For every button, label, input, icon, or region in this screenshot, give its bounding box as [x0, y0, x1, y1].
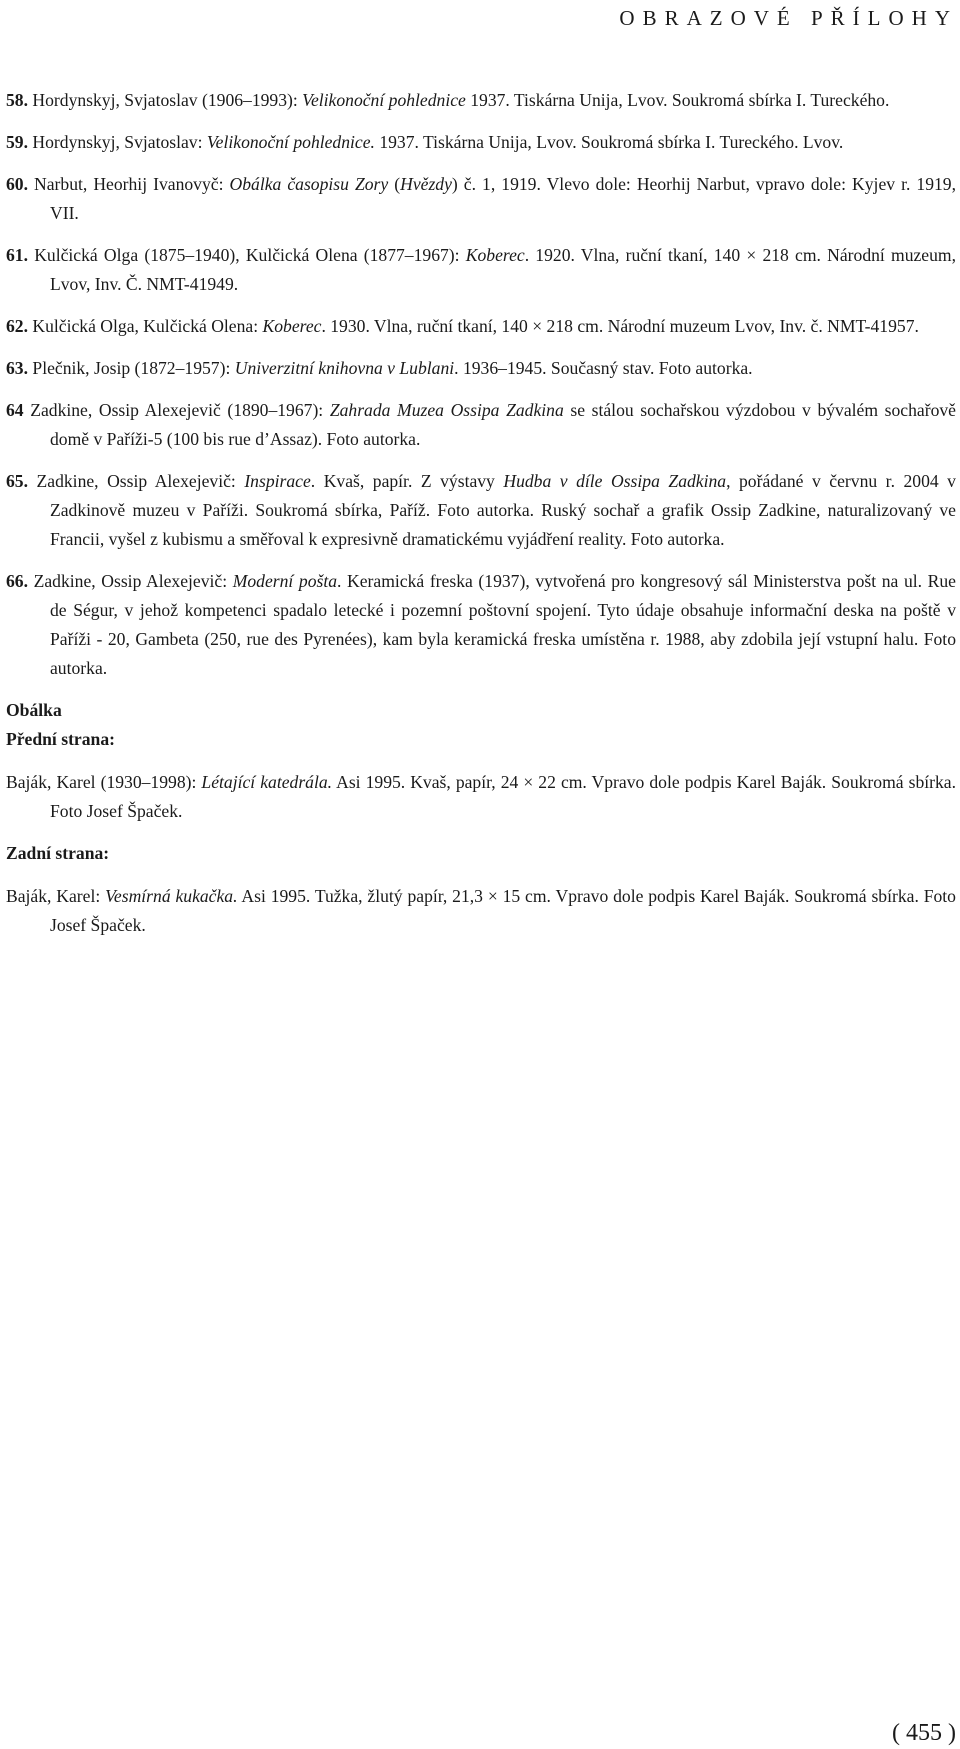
caption-entry	[6, 354, 956, 383]
entry-number: 64	[6, 400, 24, 420]
back-cover-caption	[6, 882, 956, 940]
italic-title: Koberec	[465, 245, 525, 265]
entry-text	[32, 132, 843, 152]
caption-entry	[6, 86, 956, 115]
text-run: 1937. Tiskárna Unija, Lvov. Soukromá sbírka I. Tureckého. Lvov.	[374, 132, 844, 152]
text-run: Baják, Karel:	[6, 886, 106, 906]
entry-text	[34, 571, 956, 678]
italic-title: Obálka časopisu Zory	[229, 174, 389, 194]
running-header: OBRAZOVÉ PŘÍLOHY	[619, 6, 958, 30]
text-run: 1937. Tiskárna Unija, Lvov. Soukromá sbírka I. Tureckého.	[465, 90, 890, 110]
entry-text	[34, 174, 956, 223]
front-cover-caption	[6, 768, 956, 826]
entry-text	[32, 90, 889, 110]
italic-title: Vesmírná kukačka.	[105, 886, 238, 906]
text-run: Zadkine, Ossip Alexejevič (1890–1967):	[30, 400, 330, 420]
italic-title: Koberec	[262, 316, 322, 336]
entry-number: 66.	[6, 571, 28, 591]
text-run: . 1936–1945. Současný stav. Foto autorka.	[454, 358, 753, 378]
entry-number: 59.	[6, 132, 28, 152]
entry-text	[34, 245, 956, 294]
entry-text	[32, 358, 752, 378]
italic-title: Létající katedrála.	[201, 772, 333, 792]
caption-entry	[6, 467, 956, 554]
text-run: Hordynskyj, Svjatoslav:	[32, 132, 207, 152]
italic-title: Moderní pošta	[232, 571, 338, 591]
entry-number: 62.	[6, 316, 28, 336]
entry-number: 58.	[6, 90, 28, 110]
italic-title: Hudba v díle Ossipa Zadkina	[503, 471, 727, 491]
text-run: Asi 1995. Kvaš, papír, 24 × 22 cm. Vpravo dole podpis Karel Baják. Soukromá sbírka. Foto Josef Špaček.	[50, 772, 957, 821]
caption-entry	[6, 170, 956, 228]
caption-entry	[6, 567, 956, 683]
text-run: , pořádané v červnu r. 2004 v Zadkinově muzeu v Paříži. Soukromá sbírka, Paříž. Foto autorka. Ruský sochař a grafik Ossip Zadkine, naturalizovaný ve Francii, vyšel z kubismu a směřoval k expresivně dramatickému vyjádření reality. Foto autorka.	[50, 471, 956, 549]
text-run: Kulčická Olga (1875–1940), Kulčická Olena (1877–1967):	[34, 245, 466, 265]
entry-text	[30, 400, 956, 449]
caption-entry	[6, 396, 956, 454]
entry-number: 61.	[6, 245, 28, 265]
text-run: Narbut, Heorhij Ivanovyč:	[34, 174, 230, 194]
text-run: Hordynskyj, Svjatoslav (1906–1993):	[32, 90, 303, 110]
italic-title: Univerzitní knihovna v Lublani	[234, 358, 455, 378]
text-run: . 1930. Vlna, ruční tkaní, 140 × 218 cm. Národní muzeum Lvov, Inv. č. NMT-41957.	[321, 316, 919, 336]
text-run: (	[388, 174, 401, 194]
caption-entry	[6, 312, 956, 341]
cover-heading: Obálka	[6, 700, 62, 720]
back-cover-heading: Zadní strana:	[6, 843, 110, 863]
page-number: ( 455 )	[892, 1720, 956, 1746]
italic-title: Velikonoční pohlednice.	[206, 132, 375, 152]
text-run: Zadkine, Ossip Alexejevič:	[33, 571, 233, 591]
text-run: . 1920. Vlna, ruční tkaní, 140 × 218 cm. Národní muzeum, Lvov, Inv. Č. NMT-41949.	[50, 245, 956, 294]
caption-entry	[6, 241, 956, 299]
text-run: . Kvaš, papír. Z výstavy	[310, 471, 504, 491]
entry-number: 63.	[6, 358, 28, 378]
caption-list	[6, 86, 956, 953]
entry-text	[37, 471, 956, 549]
text-run: Plečnik, Josip (1872–1957):	[32, 358, 235, 378]
entry-number: 60.	[6, 174, 28, 194]
front-cover-heading: Přední strana:	[6, 729, 115, 749]
italic-title: Velikonoční pohlednice	[302, 90, 466, 110]
text-run: Asi 1995. Tužka, žlutý papír, 21,3 × 15 cm. Vpravo dole podpis Karel Baják. Soukromá sbírka. Foto Josef Špaček.	[50, 886, 956, 935]
text-run: Baják, Karel (1930–1998):	[6, 772, 202, 792]
text-run: se stálou sochařskou výzdobou v bývalém sochařově domě v Paříži-5 (100 bis rue d’Assaz). Foto autorka.	[50, 400, 956, 449]
text-run: Zadkine, Ossip Alexejevič:	[36, 471, 245, 491]
text-run: Kulčická Olga, Kulčická Olena:	[32, 316, 263, 336]
italic-title: Inspirace	[244, 471, 311, 491]
caption-entry	[6, 128, 956, 157]
entry-text	[32, 316, 918, 336]
entry-number: 65.	[6, 471, 28, 491]
text-run: ) č. 1, 1919. Vlevo dole: Heorhij Narbut, vpravo dole: Kyjev r. 1919, VII.	[50, 174, 956, 223]
italic-title: Hvězdy	[400, 174, 452, 194]
text-run: . Keramická freska (1937), vytvořená pro kongresový sál Ministerstva pošt na ul. Rue de Ségur, v jehož kompetenci spadalo letecké i pozemní poštovní spojení. Tyto údaje obsahuje informační deska na poště v Paříži - 20, Gambeta (250, rue des Pyrenées), kam byla keramická freska umístěna r. 1988, aby zdobila její vstupní halu. Foto autorka.	[50, 571, 956, 678]
italic-title: Zahrada Muzea Ossipa Zadkina	[329, 400, 564, 420]
